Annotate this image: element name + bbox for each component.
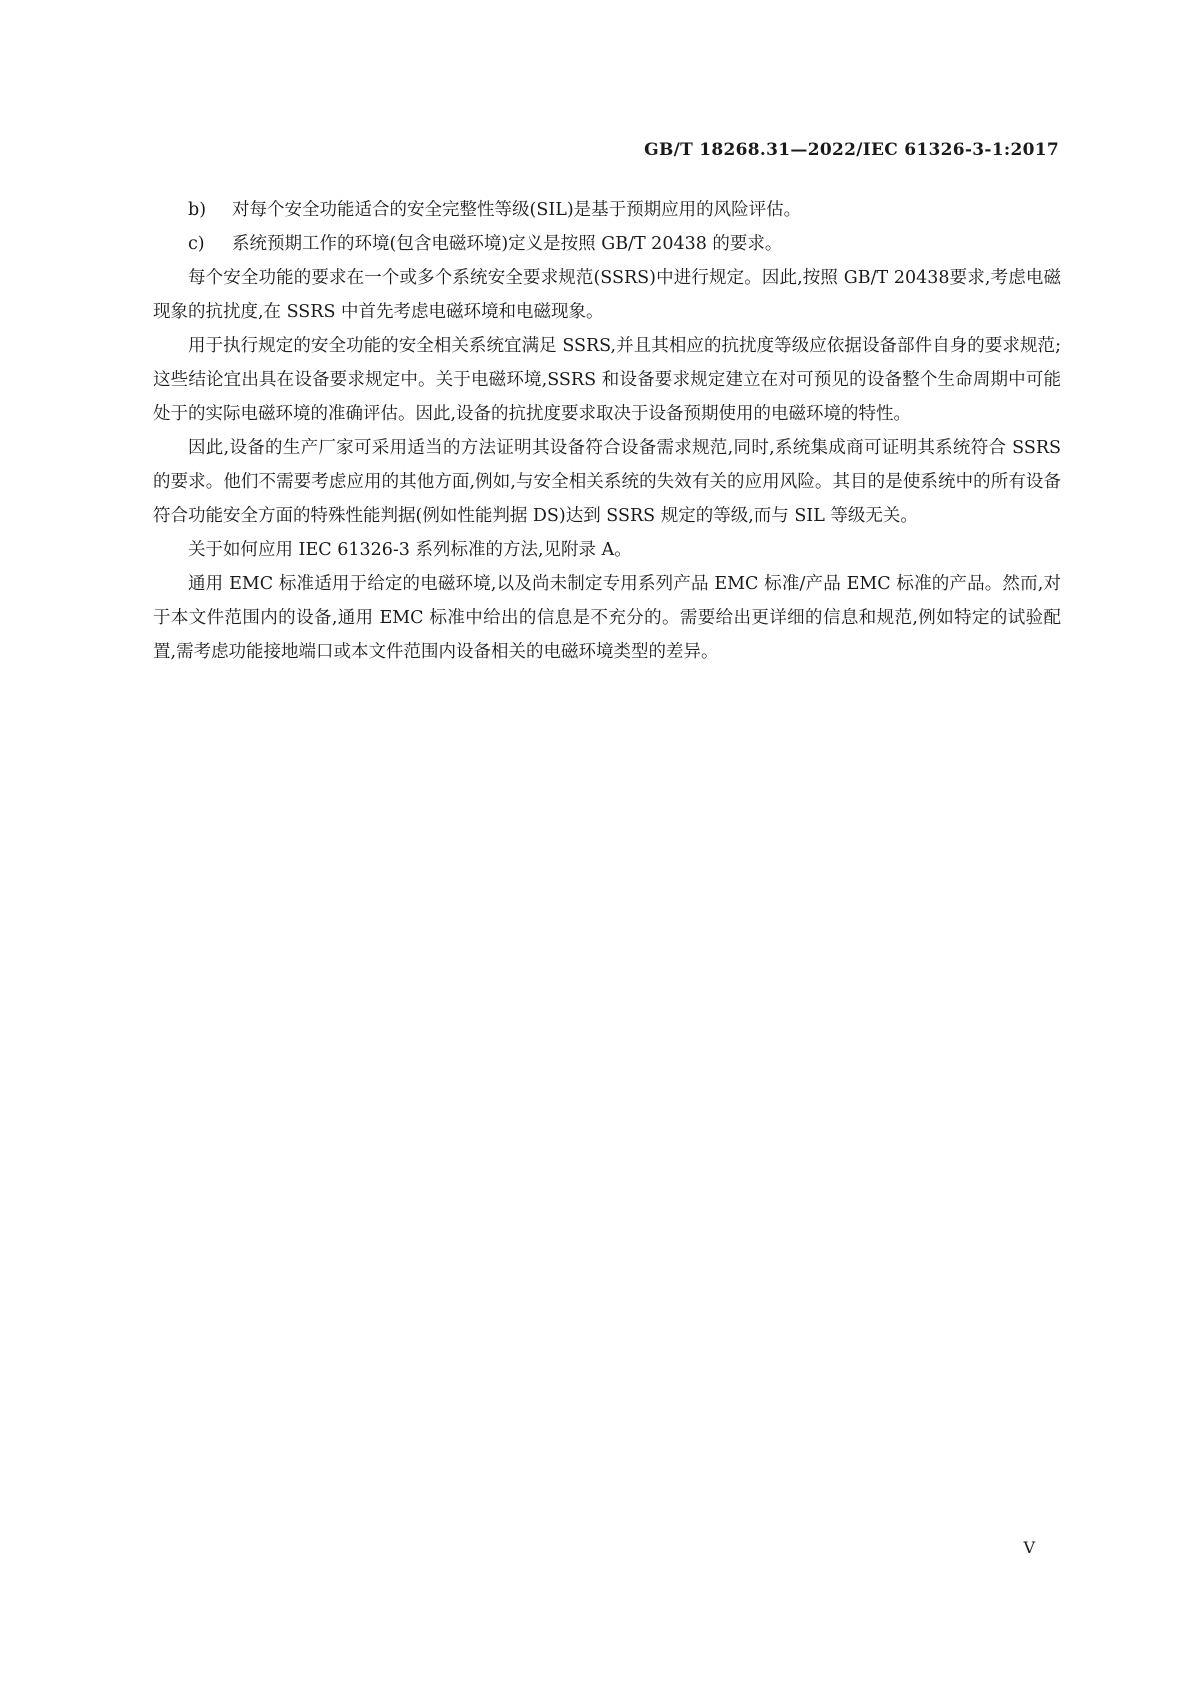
list-item-text: 系统预期工作的环境(包含电磁环境)定义是按照 GB/T 20438 的要求。 <box>232 234 783 254</box>
list-marker: b) <box>188 200 207 220</box>
list-item-c <box>153 227 1061 261</box>
document-standard-id: GB/T 18268.31—2022/IEC 61326-3-1:2017 <box>644 140 1059 160</box>
page-number: V <box>1023 1538 1035 1557</box>
paragraph-manufacturer: 因此,设备的生产厂家可采用适当的方法证明其设备符合设备需求规范,同时,系统集成商可证明其系统符合 SSRS 的要求。他们不需要考虑应用的其他方面,例如,与安全相关系统的失效有关的应用风险。其目的是使系统中的所有设备符合功能安全方面的特殊性能判据(例如性能判据 DS)达到 SSRS 规定的等级,而与 SIL 等级无关。 <box>153 438 1061 526</box>
list-item-text: 对每个安全功能适合的安全完整性等级(SIL)是基于预期应用的风险评估。 <box>232 200 802 220</box>
paragraph-annex-reference: 关于如何应用 IEC 61326-3 系列标准的方法,见附录 A。 <box>188 540 632 560</box>
paragraph-ssrs-requirements: 每个安全功能的要求在一个或多个系统安全要求规范(SSRS)中进行规定。因此,按照 GB/T 20438要求,考虑电磁现象的抗扰度,在 SSRS 中首先考虑电磁环境和电磁现象。 <box>153 268 1061 322</box>
document-body <box>153 193 1061 669</box>
list-item-b <box>153 193 1061 227</box>
list-marker: c) <box>188 234 205 254</box>
paragraph-safety-system: 用于执行规定的安全功能的安全相关系统宜满足 SSRS,并且其相应的抗扰度等级应依据设备部件自身的要求规范;这些结论宜出具在设备要求规定中。关于电磁环境,SSRS 和设备要求规定建立在对可预见的设备整个生命周期中可能处于的实际电磁环境的准确评估。因此,设备的抗扰度要求取决于设备预期使用的电磁环境的特性。 <box>153 336 1061 424</box>
paragraph-generic-emc: 通用 EMC 标准适用于给定的电磁环境,以及尚未制定专用系列产品 EMC 标准/产品 EMC 标准的产品。然而,对于本文件范围内的设备,通用 EMC 标准中给出的信息是不充分的。需要给出更详细的信息和规范,例如特定的试验配置,需考虑功能接地端口或本文件范围内设备相关的电磁环境类型的差异。 <box>153 574 1061 662</box>
